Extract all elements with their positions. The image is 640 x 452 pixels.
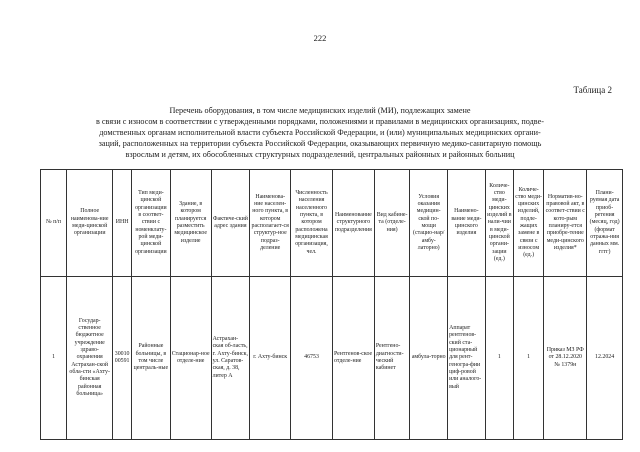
cell-cabinet-type: Рентгено-диагности-ческий кабинет: [374, 277, 410, 440]
title-line: заций, расположенных на территории субъекта Российской Федерации, оказывающих первичную медико-санитарную помощь: [98, 139, 542, 148]
header-cell: № п/п: [41, 170, 67, 277]
page-number: 222: [313, 33, 327, 43]
cell-subdivision: Рентгенов-ское отделе-ние: [332, 277, 374, 440]
table-row: [41, 277, 623, 440]
title-line: Перечень оборудования, в том числе медицинских изделий (МИ), подлежащих замене: [169, 106, 471, 115]
table-label: Таблица 2: [573, 85, 612, 95]
header-cell: Вид кабине-та (отделе-ния): [374, 170, 410, 277]
header-cell: Норматив-но-правовой акт, в соответ-ствии с кото-рым планиру-ется приобре-тение меди-цинского изделия*: [544, 170, 587, 277]
table-header-row: [41, 170, 623, 277]
cell-address: Астрахан-ская об-ласть, г. Ахту-бинск, ул. Саратов-ская, д. 38, литер А: [211, 277, 250, 440]
cell-planned-date: 12.2024: [587, 277, 623, 440]
header-cell: Наимено-вание меди-цинского изделия: [448, 170, 486, 277]
cell-legal-act: Приказ МЗ РФ от 28.12.2020 № 1379н: [544, 277, 587, 440]
title-line: взрослым и детям, их обособленных структурных подразделений, центральных районных и районных больниц: [125, 150, 515, 159]
header-cell: ИНН: [113, 170, 132, 277]
header-cell: Полное наименова-ние меди-цинской организации: [67, 170, 113, 277]
header-cell: Здание, в котором планируется разместить медицинское изделие: [170, 170, 211, 277]
header-cell: Наименова-ние населен-ного пункта, в котором располагает-ся структур-ное подраз-деление: [250, 170, 291, 277]
header-cell: Количе-ство меди-цинских изделий, подле-жащих замене в связи с износом (ед.): [513, 170, 543, 277]
header-cell: Плани-руемая дата приоб-ретения (месяц, год) (формат отража-ния данных мм. гггг): [587, 170, 623, 277]
cell-organization-name: Государ-ственное бюджетное учреждение здраво-охранения Астрахан-ской обла-сти «Ахту-бинская районная больница»: [67, 277, 113, 440]
cell-settlement: г. Ахту-бинск: [250, 277, 291, 440]
header-cell: Численность населения населенного пункта, в котором расположена медицинская организация, чел.: [291, 170, 333, 277]
header-cell: Тип меди-цинской организации в соответ-ствии с номенклату-рой меди-цинской организации: [132, 170, 171, 277]
cell-care-conditions: амбула-торно: [410, 277, 448, 440]
cell-devices-available: 1: [485, 277, 513, 440]
cell-devices-to-replace: 1: [513, 277, 543, 440]
cell-building: Стационар-ное отделе-ние: [170, 277, 211, 440]
header-cell: Условия оказания медицин-ской по-мощи (стацио-нар/амбу-латорно): [410, 170, 448, 277]
cell-device-name: Аппарат рентгенов-ский ста-ционарный для рент-геногра-фии циф-ровой или аналого-вый: [448, 277, 486, 440]
header-cell: Наименование структурного подразделения: [332, 170, 374, 277]
header-cell: Количе-ство меди-цинских изделий в нали-чии в меди-цинской органи-зации (ед.): [485, 170, 513, 277]
title-line: в связи с износом в соответствии с утвержденными порядками, положениями и правилами в медицинских организациях, подве-: [96, 117, 544, 126]
cell-row-number: 1: [41, 277, 67, 440]
title-line: домственных органам исполнительной власти субъекта Российской Федерации, и (или) муниципальных медицинских органи-: [99, 128, 541, 137]
equipment-table: [40, 169, 623, 440]
cell-inn: 3001000591: [113, 277, 132, 440]
cell-population: 46753: [291, 277, 333, 440]
header-cell: Фактиче-ский адрес здания: [211, 170, 250, 277]
cell-organization-type: Районные больницы, в том числе централь-ные: [132, 277, 171, 440]
document-title: [58, 105, 582, 160]
